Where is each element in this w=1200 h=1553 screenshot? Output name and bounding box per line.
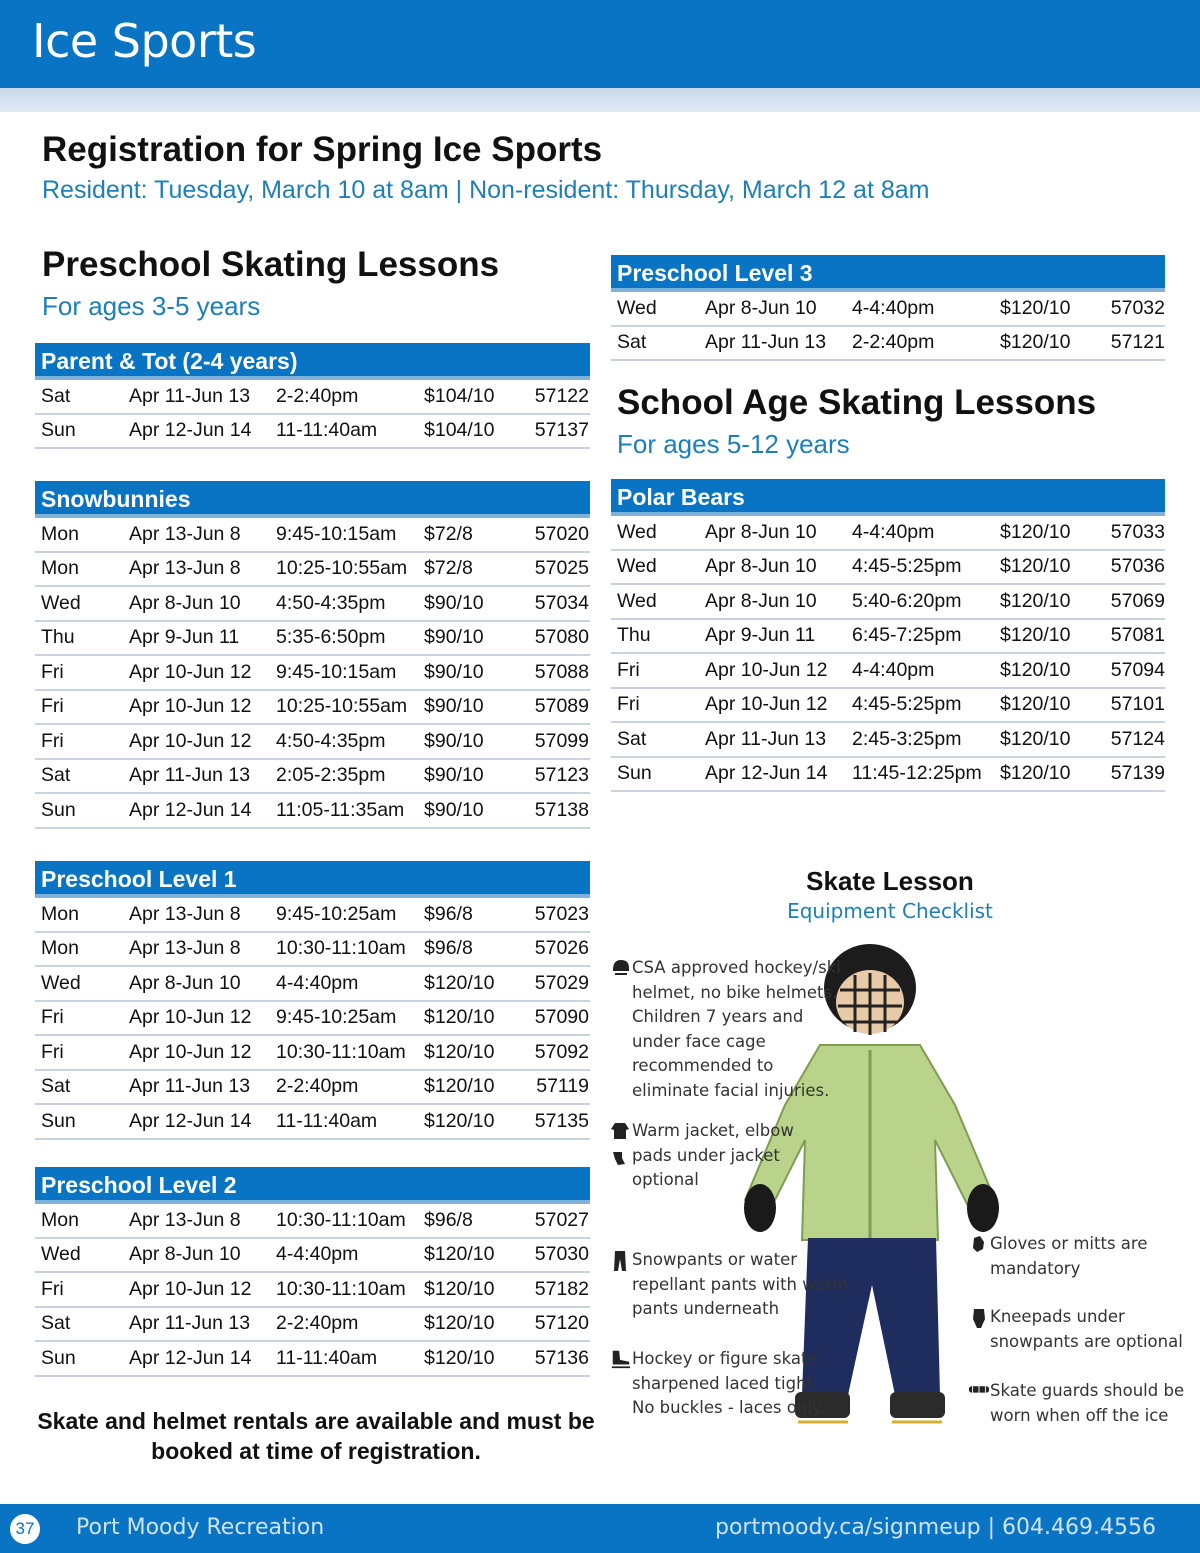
day-cell: Sat xyxy=(41,1312,71,1335)
course-code-cell: 57137 xyxy=(534,419,589,442)
schedule-row xyxy=(35,691,590,726)
elbow-pad-icon xyxy=(610,1149,628,1167)
dates-cell: Apr 11-Jun 13 xyxy=(705,331,827,354)
helmet-text: CSA approved hockey/ski helmet, no bike helmets. Children 7 years and under face cage recommended to eliminate facial injuries. xyxy=(632,958,841,1100)
dates-cell: Apr 11-Jun 13 xyxy=(129,1312,251,1335)
schedule-row xyxy=(35,1342,590,1377)
dates-cell: Apr 12-Jun 14 xyxy=(129,798,252,821)
price-cell: $120/10 xyxy=(1000,296,1071,319)
day-cell: Mon xyxy=(41,557,79,580)
course-code-cell: 57099 xyxy=(534,729,589,752)
time-cell: 2-2:40pm xyxy=(852,331,935,354)
course-code-cell: 57030 xyxy=(534,1243,589,1266)
day-cell: Sat xyxy=(41,384,71,407)
rentals-note: Skate and helmet rentals are available and must be booked at time of registration. xyxy=(37,1408,595,1464)
course-code-cell: 57023 xyxy=(534,902,589,925)
schedule-title: Preschool Level 1 xyxy=(35,861,590,898)
header-stripe xyxy=(0,88,1200,112)
school-age-title: School Age Skating Lessons xyxy=(617,383,1097,422)
schedule-row xyxy=(35,1071,590,1106)
schedule-title: Preschool Level 2 xyxy=(35,1167,590,1204)
footer-contact: portmoody.ca/signmeup | 604.469.4556 xyxy=(715,1515,1156,1540)
dates-cell: Apr 8-Jun 10 xyxy=(129,1243,241,1266)
dates-cell: Apr 10-Jun 12 xyxy=(129,695,252,718)
schedule-row xyxy=(35,1273,590,1308)
schedule-row xyxy=(611,723,1165,758)
checklist-subtitle: Equipment Checklist xyxy=(787,899,993,923)
time-cell: 9:45-10:15am xyxy=(276,522,397,545)
day-cell: Mon xyxy=(41,522,79,545)
schedule-level-3 xyxy=(611,255,1165,361)
schedule-level-1 xyxy=(35,861,590,1140)
schedule-row xyxy=(611,292,1165,327)
course-code-cell: 57032 xyxy=(1110,296,1165,319)
price-cell: $72/8 xyxy=(424,522,473,545)
schedule-row xyxy=(35,1105,590,1140)
dates-cell: Apr 10-Jun 12 xyxy=(129,1277,252,1300)
schedule-rows xyxy=(611,292,1165,361)
day-cell: Fri xyxy=(41,1040,64,1063)
day-cell: Thu xyxy=(617,624,651,647)
course-code-cell: 57092 xyxy=(534,1040,589,1063)
price-cell: $90/10 xyxy=(424,695,484,718)
time-cell: 6:45-7:25pm xyxy=(852,624,962,647)
schedule-row xyxy=(611,758,1165,793)
time-cell: 9:45-10:25am xyxy=(276,902,397,925)
preschool-title: Preschool Skating Lessons xyxy=(42,245,500,284)
day-cell: Wed xyxy=(617,589,657,612)
skate-icon xyxy=(610,1349,632,1369)
price-cell: $96/8 xyxy=(424,902,473,925)
dates-cell: Apr 13-Jun 8 xyxy=(129,902,241,925)
schedule-row xyxy=(35,1036,590,1071)
skates-text: Hockey or figure skate sharpened laced tight. No buckles - laces only. xyxy=(632,1349,825,1417)
time-cell: 2-2:40pm xyxy=(276,1312,359,1335)
checklist-title: Skate Lesson xyxy=(806,866,974,896)
price-cell: $120/10 xyxy=(1000,693,1071,716)
dates-cell: Apr 8-Jun 10 xyxy=(705,520,817,543)
day-cell: Thu xyxy=(41,626,75,649)
time-cell: 4:50-4:35pm xyxy=(276,729,386,752)
dates-cell: Apr 12-Jun 14 xyxy=(129,1346,252,1369)
schedule-row xyxy=(35,967,590,1002)
snowpants-icon xyxy=(610,1250,632,1272)
day-cell: Mon xyxy=(41,1208,79,1231)
dates-cell: Apr 12-Jun 14 xyxy=(705,762,828,785)
dates-cell: Apr 13-Jun 8 xyxy=(129,522,241,545)
schedule-row xyxy=(611,327,1165,362)
checklist-item-jacket xyxy=(610,1119,794,1193)
dates-cell: Apr 10-Jun 12 xyxy=(129,729,252,752)
day-cell: Fri xyxy=(617,693,640,716)
checklist-item-skate-guards xyxy=(968,1379,1184,1428)
schedule-row xyxy=(611,689,1165,724)
schedule-parent-tot xyxy=(35,343,590,449)
course-code-cell: 57088 xyxy=(534,660,589,683)
schedule-title: Snowbunnies xyxy=(35,481,590,518)
day-cell: Wed xyxy=(41,971,81,994)
right-skate-shape xyxy=(890,1392,945,1418)
preschool-ages: For ages 3-5 years xyxy=(42,291,261,321)
course-code-cell: 57034 xyxy=(534,591,589,614)
dates-cell: Apr 11-Jun 13 xyxy=(129,1075,251,1098)
price-cell: $90/10 xyxy=(424,591,484,614)
price-cell: $90/10 xyxy=(424,729,484,752)
dates-cell: Apr 8-Jun 10 xyxy=(705,555,817,578)
dates-cell: Apr 11-Jun 13 xyxy=(129,764,251,787)
schedule-rows xyxy=(35,1204,590,1377)
section-title: Ice Sports xyxy=(32,14,257,68)
kneepad-icon xyxy=(968,1307,990,1329)
schedule-row xyxy=(35,898,590,933)
dates-cell: Apr 9-Jun 11 xyxy=(705,624,816,647)
course-code-cell: 57033 xyxy=(1110,520,1165,543)
dates-cell: Apr 11-Jun 13 xyxy=(705,727,827,750)
time-cell: 10:30-11:10am xyxy=(276,1208,406,1231)
checklist-item-helmet xyxy=(610,956,841,1103)
registration-title: Registration for Spring Ice Sports xyxy=(42,130,603,169)
price-cell: $120/10 xyxy=(424,1277,495,1300)
price-cell: $120/10 xyxy=(1000,762,1071,785)
schedule-row xyxy=(611,551,1165,586)
checklist-item-kneepads xyxy=(968,1305,1183,1354)
dates-cell: Apr 10-Jun 12 xyxy=(129,1006,252,1029)
price-cell: $104/10 xyxy=(424,384,495,407)
time-cell: 10:30-11:10am xyxy=(276,1040,406,1063)
day-cell: Fri xyxy=(617,658,640,681)
schedule-level-2 xyxy=(35,1167,590,1377)
time-cell: 11-11:40am xyxy=(276,419,378,442)
schedule-title: Polar Bears xyxy=(611,479,1165,516)
price-cell: $120/10 xyxy=(424,1075,495,1098)
header-banner xyxy=(0,0,1200,88)
schedule-rows xyxy=(611,516,1165,792)
day-cell: Wed xyxy=(617,520,657,543)
dates-cell: Apr 10-Jun 12 xyxy=(129,1040,252,1063)
day-cell: Sun xyxy=(41,419,76,442)
price-cell: $120/10 xyxy=(424,971,495,994)
schedule-row xyxy=(35,415,590,450)
schedule-title: Preschool Level 3 xyxy=(611,255,1165,292)
day-cell: Fri xyxy=(41,660,64,683)
time-cell: 2:45-3:25pm xyxy=(852,727,962,750)
dates-cell: Apr 10-Jun 12 xyxy=(129,660,252,683)
price-cell: $104/10 xyxy=(424,419,495,442)
price-cell: $120/10 xyxy=(424,1006,495,1029)
footer xyxy=(0,1504,1200,1553)
time-cell: 4:50-4:35pm xyxy=(276,591,386,614)
course-code-cell: 57027 xyxy=(534,1208,589,1231)
checklist-item-skates xyxy=(610,1347,825,1421)
time-cell: 10:25-10:55am xyxy=(276,557,408,580)
course-code-cell: 57036 xyxy=(1110,555,1165,578)
day-cell: Sat xyxy=(617,727,647,750)
dates-cell: Apr 9-Jun 11 xyxy=(129,626,240,649)
course-code-cell: 57136 xyxy=(534,1346,589,1369)
day-cell: Sun xyxy=(41,798,76,821)
schedule-row xyxy=(35,622,590,657)
time-cell: 11:45-12:25pm xyxy=(852,762,982,785)
price-cell: $90/10 xyxy=(424,798,484,821)
schedule-row xyxy=(611,620,1165,655)
course-code-cell: 57138 xyxy=(534,798,589,821)
footer-org: Port Moody Recreation xyxy=(76,1515,325,1540)
price-cell: $96/8 xyxy=(424,937,473,960)
time-cell: 5:35-6:50pm xyxy=(276,626,386,649)
course-code-cell: 57081 xyxy=(1110,624,1165,647)
jacket-icon xyxy=(610,1121,630,1141)
course-code-cell: 57123 xyxy=(534,764,589,787)
day-cell: Wed xyxy=(617,555,657,578)
day-cell: Mon xyxy=(41,902,79,925)
right-mitt-shape xyxy=(967,1184,999,1232)
time-cell: 2:05-2:35pm xyxy=(276,764,386,787)
dates-cell: Apr 8-Jun 10 xyxy=(705,589,817,612)
course-code-cell: 57069 xyxy=(1110,589,1165,612)
day-cell: Sat xyxy=(41,1075,71,1098)
time-cell: 9:45-10:25am xyxy=(276,1006,397,1029)
gloves-text: Gloves or mitts are mandatory xyxy=(990,1234,1148,1278)
course-code-cell: 57124 xyxy=(1110,727,1165,750)
price-cell: $90/10 xyxy=(424,626,484,649)
snowpants-text: Snowpants or water repellant pants with warm pants underneath xyxy=(632,1250,849,1318)
price-cell: $120/10 xyxy=(1000,658,1071,681)
course-code-cell: 57119 xyxy=(536,1075,589,1098)
dates-cell: Apr 12-Jun 14 xyxy=(129,419,252,442)
price-cell: $120/10 xyxy=(1000,727,1071,750)
time-cell: 10:25-10:55am xyxy=(276,695,408,718)
course-code-cell: 57121 xyxy=(1110,331,1165,354)
schedule-snowbunnies xyxy=(35,481,590,829)
course-code-cell: 57122 xyxy=(534,384,589,407)
skate-guards-text: Skate guards should be worn when off the ice xyxy=(990,1381,1185,1425)
schedule-row xyxy=(611,585,1165,620)
day-cell: Sun xyxy=(41,1109,76,1132)
time-cell: 10:30-11:10am xyxy=(276,1277,406,1300)
price-cell: $120/10 xyxy=(424,1109,495,1132)
skate-guard-icon xyxy=(968,1381,990,1397)
time-cell: 2-2:40pm xyxy=(276,1075,359,1098)
day-cell: Sun xyxy=(41,1346,76,1369)
kneepads-text: Kneepads under snowpants are optional xyxy=(990,1307,1183,1351)
page-number: 37 xyxy=(10,1514,40,1544)
dates-cell: Apr 8-Jun 10 xyxy=(705,296,817,319)
time-cell: 4-4:40pm xyxy=(852,520,935,543)
day-cell: Fri xyxy=(41,695,64,718)
schedule-row xyxy=(35,587,590,622)
dates-cell: Apr 12-Jun 14 xyxy=(129,1109,252,1132)
price-cell: $72/8 xyxy=(424,557,473,580)
schedule-rows xyxy=(35,380,590,449)
time-cell: 4:45-5:25pm xyxy=(852,693,962,716)
dates-cell: Apr 13-Jun 8 xyxy=(129,937,241,960)
dates-cell: Apr 8-Jun 10 xyxy=(129,971,241,994)
course-code-cell: 57025 xyxy=(534,557,589,580)
price-cell: $120/10 xyxy=(1000,624,1071,647)
schedule-row xyxy=(35,1239,590,1274)
schedule-row xyxy=(35,760,590,795)
day-cell: Fri xyxy=(41,729,64,752)
course-code-cell: 57135 xyxy=(534,1109,589,1132)
day-cell: Wed xyxy=(617,296,657,319)
price-cell: $120/10 xyxy=(1000,555,1071,578)
price-cell: $96/8 xyxy=(424,1208,473,1231)
course-code-cell: 57089 xyxy=(534,695,589,718)
schedule-title: Parent & Tot (2-4 years) xyxy=(35,343,590,380)
time-cell: 11-11:40am xyxy=(276,1346,378,1369)
schedule-row xyxy=(35,933,590,968)
price-cell: $120/10 xyxy=(424,1040,495,1063)
registration-dates: Resident: Tuesday, March 10 at 8am | Non-resident: Thursday, March 12 at 8am xyxy=(42,176,930,204)
price-cell: $120/10 xyxy=(1000,589,1071,612)
course-code-cell: 57139 xyxy=(1110,762,1165,785)
time-cell: 11:05-11:35am xyxy=(276,798,405,821)
time-cell: 5:40-6:20pm xyxy=(852,589,962,612)
price-cell: $120/10 xyxy=(424,1243,495,1266)
price-cell: $120/10 xyxy=(424,1312,495,1335)
course-code-cell: 57020 xyxy=(534,522,589,545)
schedule-row xyxy=(35,1308,590,1343)
checklist-item-gloves xyxy=(968,1232,1147,1281)
time-cell: 4:45-5:25pm xyxy=(852,555,962,578)
day-cell: Wed xyxy=(41,591,81,614)
course-code-cell: 57080 xyxy=(534,626,589,649)
dates-cell: Apr 8-Jun 10 xyxy=(129,591,241,614)
day-cell: Sat xyxy=(41,764,71,787)
day-cell: Sun xyxy=(617,762,652,785)
course-code-cell: 57182 xyxy=(534,1277,589,1300)
time-cell: 4-4:40pm xyxy=(276,971,359,994)
schedule-row xyxy=(35,518,590,553)
time-cell: 4-4:40pm xyxy=(852,658,935,681)
schedule-row xyxy=(35,1204,590,1239)
price-cell: $120/10 xyxy=(1000,331,1071,354)
school-age-ages: For ages 5-12 years xyxy=(617,429,850,459)
dates-cell: Apr 13-Jun 8 xyxy=(129,1208,241,1231)
schedule-row xyxy=(35,725,590,760)
schedule-row xyxy=(35,553,590,588)
dates-cell: Apr 10-Jun 12 xyxy=(705,693,828,716)
price-cell: $90/10 xyxy=(424,764,484,787)
schedule-row xyxy=(611,654,1165,689)
day-cell: Fri xyxy=(41,1277,64,1300)
schedule-row xyxy=(35,656,590,691)
price-cell: $90/10 xyxy=(424,660,484,683)
schedule-polar-bears xyxy=(611,479,1165,792)
schedule-rows xyxy=(35,518,590,829)
time-cell: 11-11:40am xyxy=(276,1109,378,1132)
day-cell: Wed xyxy=(41,1243,81,1266)
dates-cell: Apr 10-Jun 12 xyxy=(705,658,828,681)
schedule-row xyxy=(35,794,590,829)
schedule-row xyxy=(35,380,590,415)
time-cell: 10:30-11:10am xyxy=(276,937,406,960)
glove-icon xyxy=(968,1234,990,1254)
course-code-cell: 57101 xyxy=(1110,693,1165,716)
price-cell: $120/10 xyxy=(1000,520,1071,543)
helmet-icon xyxy=(610,958,632,976)
day-cell: Mon xyxy=(41,937,79,960)
course-code-cell: 57094 xyxy=(1110,658,1165,681)
checklist-item-snowpants xyxy=(610,1248,848,1322)
day-cell: Sat xyxy=(617,331,647,354)
price-cell: $120/10 xyxy=(424,1346,495,1369)
dates-cell: Apr 13-Jun 8 xyxy=(129,557,241,580)
time-cell: 9:45-10:15am xyxy=(276,660,397,683)
schedule-row xyxy=(611,516,1165,551)
dates-cell: Apr 11-Jun 13 xyxy=(129,384,251,407)
time-cell: 4-4:40pm xyxy=(276,1243,359,1266)
day-cell: Fri xyxy=(41,1006,64,1029)
jacket-text: Warm jacket, elbow pads under jacket optional xyxy=(632,1121,794,1189)
course-code-cell: 57026 xyxy=(534,937,589,960)
time-cell: 4-4:40pm xyxy=(852,296,935,319)
schedule-rows xyxy=(35,898,590,1140)
course-code-cell: 57120 xyxy=(534,1312,589,1335)
course-code-cell: 57090 xyxy=(534,1006,589,1029)
course-code-cell: 57029 xyxy=(534,971,589,994)
time-cell: 2-2:40pm xyxy=(276,384,359,407)
schedule-row xyxy=(35,1002,590,1037)
